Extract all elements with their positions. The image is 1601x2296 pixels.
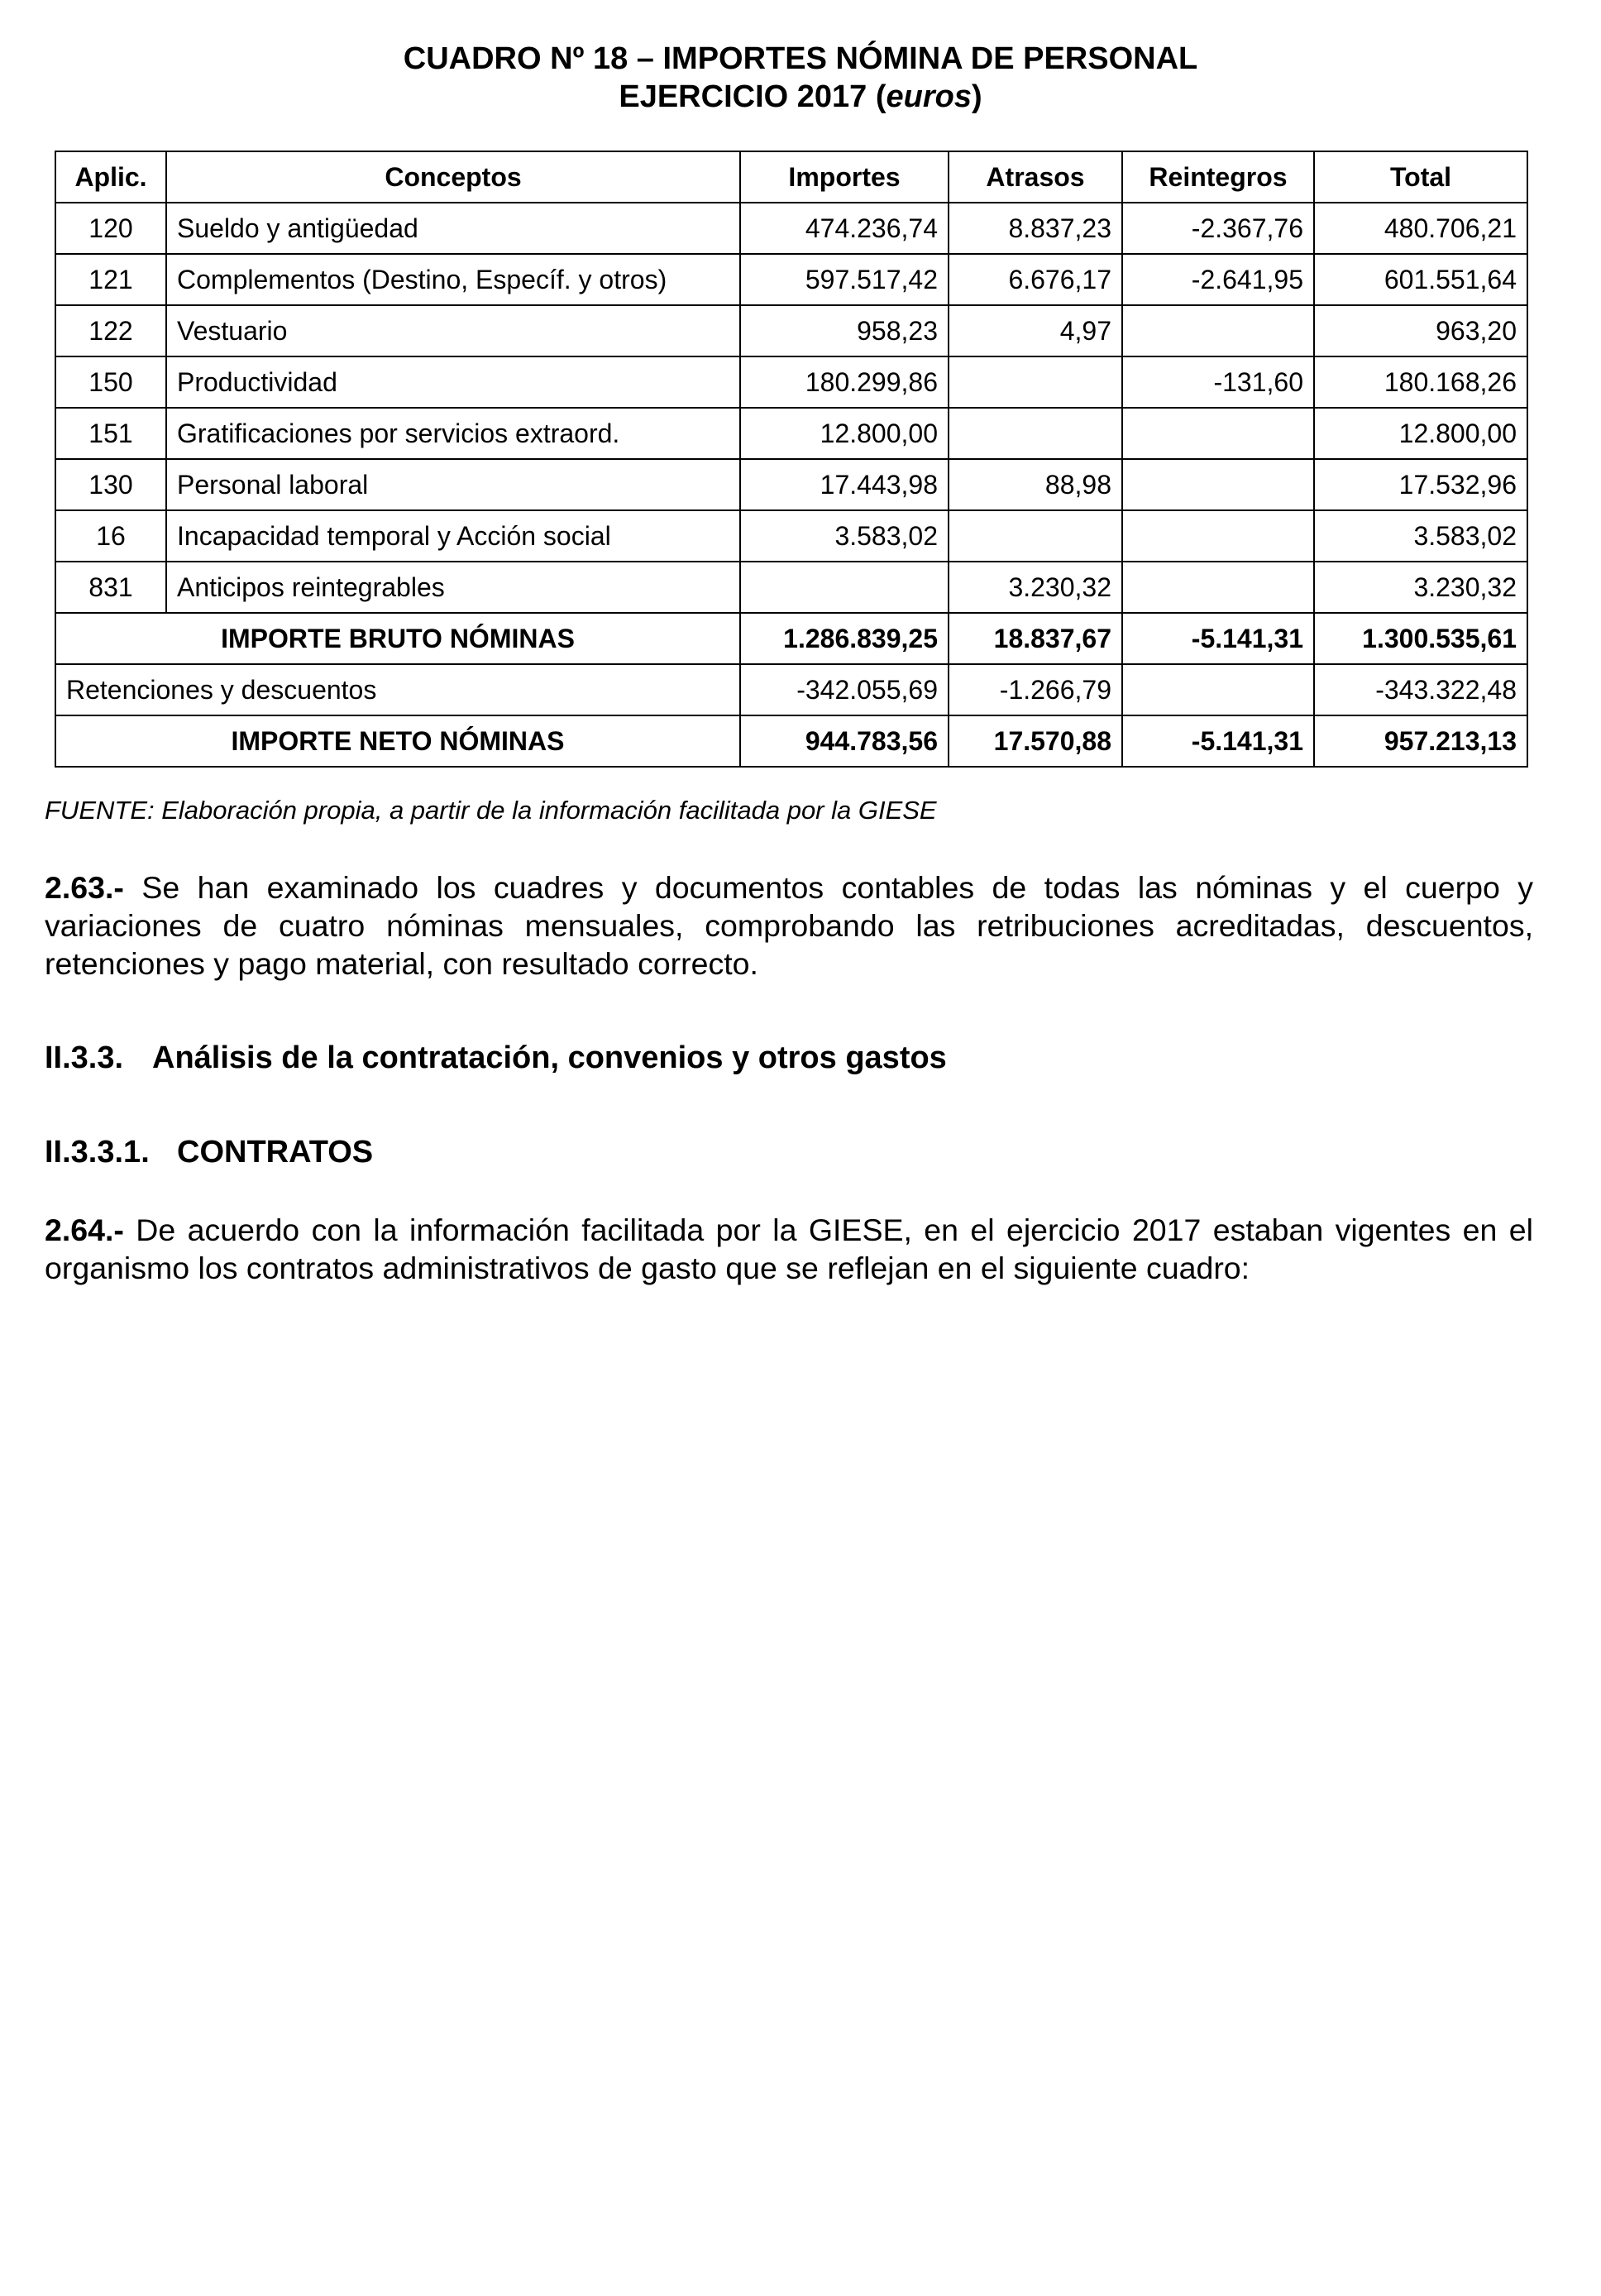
cell-reintegros <box>1122 305 1314 356</box>
cell-aplic: 831 <box>55 562 166 613</box>
col-header-importes: Importes <box>740 151 949 203</box>
section-number: II.3.3. <box>45 1040 124 1075</box>
cell-aplic: 120 <box>55 203 166 254</box>
bruto-atrasos: 18.837,67 <box>949 613 1122 664</box>
paragraph-text: De acuerdo con la información facilitada por la GIESE, en el ejercicio 2017 estaban vigentes en el organismo los contratos administrativos de gasto que se reflejan en el siguiente cuadro: <box>45 1213 1533 1285</box>
cell-reintegros: -2.367,76 <box>1122 203 1314 254</box>
cell-reintegros: -2.641,95 <box>1122 254 1314 305</box>
neto-total: 957.213,13 <box>1314 715 1527 767</box>
table-title-line1: CUADRO Nº 18 – IMPORTES NÓMINA DE PERSONAL <box>403 41 1198 76</box>
retenciones-reintegros <box>1122 664 1314 715</box>
cell-total: 963,20 <box>1314 305 1527 356</box>
cell-importes: 12.800,00 <box>740 408 949 459</box>
paragraph-text: Se han examinado los cuadres y documentos contables de todas las nóminas y el cuerpo y variaciones de cuatro nóminas mensuales, comprobando las retribuciones acreditadas, descuentos, retenciones y pago material, con resultado correcto. <box>45 870 1533 981</box>
cell-importes: 958,23 <box>740 305 949 356</box>
neto-label: IMPORTE NETO NÓMINAS <box>55 715 740 767</box>
section-title: Análisis de la contratación, convenios y otros gastos <box>152 1040 947 1075</box>
table-title-line2 <box>0 78 1601 116</box>
section-heading <box>45 1040 947 1076</box>
cell-concepto: Incapacidad temporal y Acción social <box>166 510 740 562</box>
cell-total: 17.532,96 <box>1314 459 1527 510</box>
table-row <box>55 254 1527 305</box>
cell-concepto: Complementos (Destino, Específ. y otros) <box>166 254 740 305</box>
paragraph-number: 2.63.- <box>45 870 124 905</box>
col-header-total: Total <box>1314 151 1527 203</box>
title-year: EJERCICIO 2017 ( <box>619 79 887 114</box>
cell-reintegros <box>1122 510 1314 562</box>
cell-importes: 597.517,42 <box>740 254 949 305</box>
cell-atrasos <box>949 356 1122 408</box>
cell-atrasos: 6.676,17 <box>949 254 1122 305</box>
cell-concepto: Vestuario <box>166 305 740 356</box>
paragraph-number: 2.64.- <box>45 1213 124 1247</box>
cell-total: 3.583,02 <box>1314 510 1527 562</box>
col-header-aplic: Aplic. <box>55 151 166 203</box>
cell-concepto: Sueldo y antigüedad <box>166 203 740 254</box>
cell-aplic: 121 <box>55 254 166 305</box>
col-header-reintegros: Reintegros <box>1122 151 1314 203</box>
bruto-importes: 1.286.839,25 <box>740 613 949 664</box>
cell-concepto: Anticipos reintegrables <box>166 562 740 613</box>
cell-aplic: 150 <box>55 356 166 408</box>
cell-importes <box>740 562 949 613</box>
cell-total: 601.551,64 <box>1314 254 1527 305</box>
cell-reintegros <box>1122 562 1314 613</box>
cell-atrasos <box>949 408 1122 459</box>
bruto-row <box>55 613 1527 664</box>
cell-atrasos: 88,98 <box>949 459 1122 510</box>
cell-aplic: 16 <box>55 510 166 562</box>
payroll-table <box>55 151 1528 768</box>
table-row <box>55 203 1527 254</box>
subsection-title: CONTRATOS <box>177 1135 374 1170</box>
cell-concepto: Gratificaciones por servicios extraord. <box>166 408 740 459</box>
cell-atrasos: 3.230,32 <box>949 562 1122 613</box>
table-row <box>55 459 1527 510</box>
cell-total: 12.800,00 <box>1314 408 1527 459</box>
cell-total: 480.706,21 <box>1314 203 1527 254</box>
cell-atrasos: 8.837,23 <box>949 203 1122 254</box>
neto-importes: 944.783,56 <box>740 715 949 767</box>
cell-aplic: 122 <box>55 305 166 356</box>
paragraph-2-64 <box>45 1211 1533 1287</box>
paragraph-2-63 <box>45 868 1533 983</box>
table-row <box>55 408 1527 459</box>
cell-reintegros <box>1122 408 1314 459</box>
table-row <box>55 510 1527 562</box>
table-row <box>55 562 1527 613</box>
cell-concepto: Personal laboral <box>166 459 740 510</box>
cell-reintegros: -131,60 <box>1122 356 1314 408</box>
cell-importes: 3.583,02 <box>740 510 949 562</box>
table-row <box>55 305 1527 356</box>
subsection-heading <box>45 1135 373 1170</box>
retenciones-importes: -342.055,69 <box>740 664 949 715</box>
cell-atrasos: 4,97 <box>949 305 1122 356</box>
retenciones-row <box>55 664 1527 715</box>
col-header-conceptos: Conceptos <box>166 151 740 203</box>
neto-reintegros: -5.141,31 <box>1122 715 1314 767</box>
cell-aplic: 151 <box>55 408 166 459</box>
title-units: euros <box>886 79 972 114</box>
subsection-number: II.3.3.1. <box>45 1135 150 1170</box>
title-paren-close: ) <box>971 79 982 114</box>
retenciones-total: -343.322,48 <box>1314 664 1527 715</box>
retenciones-atrasos: -1.266,79 <box>949 664 1122 715</box>
cell-reintegros <box>1122 459 1314 510</box>
bruto-total: 1.300.535,61 <box>1314 613 1527 664</box>
table-row <box>55 356 1527 408</box>
cell-total: 3.230,32 <box>1314 562 1527 613</box>
cell-concepto: Productividad <box>166 356 740 408</box>
cell-importes: 180.299,86 <box>740 356 949 408</box>
cell-total: 180.168,26 <box>1314 356 1527 408</box>
cell-atrasos <box>949 510 1122 562</box>
cell-importes: 17.443,98 <box>740 459 949 510</box>
bruto-label: IMPORTE BRUTO NÓMINAS <box>55 613 740 664</box>
table-header-row <box>55 151 1527 203</box>
source-note: FUENTE: Elaboración propia, a partir de la información facilitada por la GIESE <box>45 796 937 825</box>
bruto-reintegros: -5.141,31 <box>1122 613 1314 664</box>
retenciones-label: Retenciones y descuentos <box>55 664 740 715</box>
cell-aplic: 130 <box>55 459 166 510</box>
neto-atrasos: 17.570,88 <box>949 715 1122 767</box>
col-header-atrasos: Atrasos <box>949 151 1122 203</box>
neto-row <box>55 715 1527 767</box>
cell-importes: 474.236,74 <box>740 203 949 254</box>
